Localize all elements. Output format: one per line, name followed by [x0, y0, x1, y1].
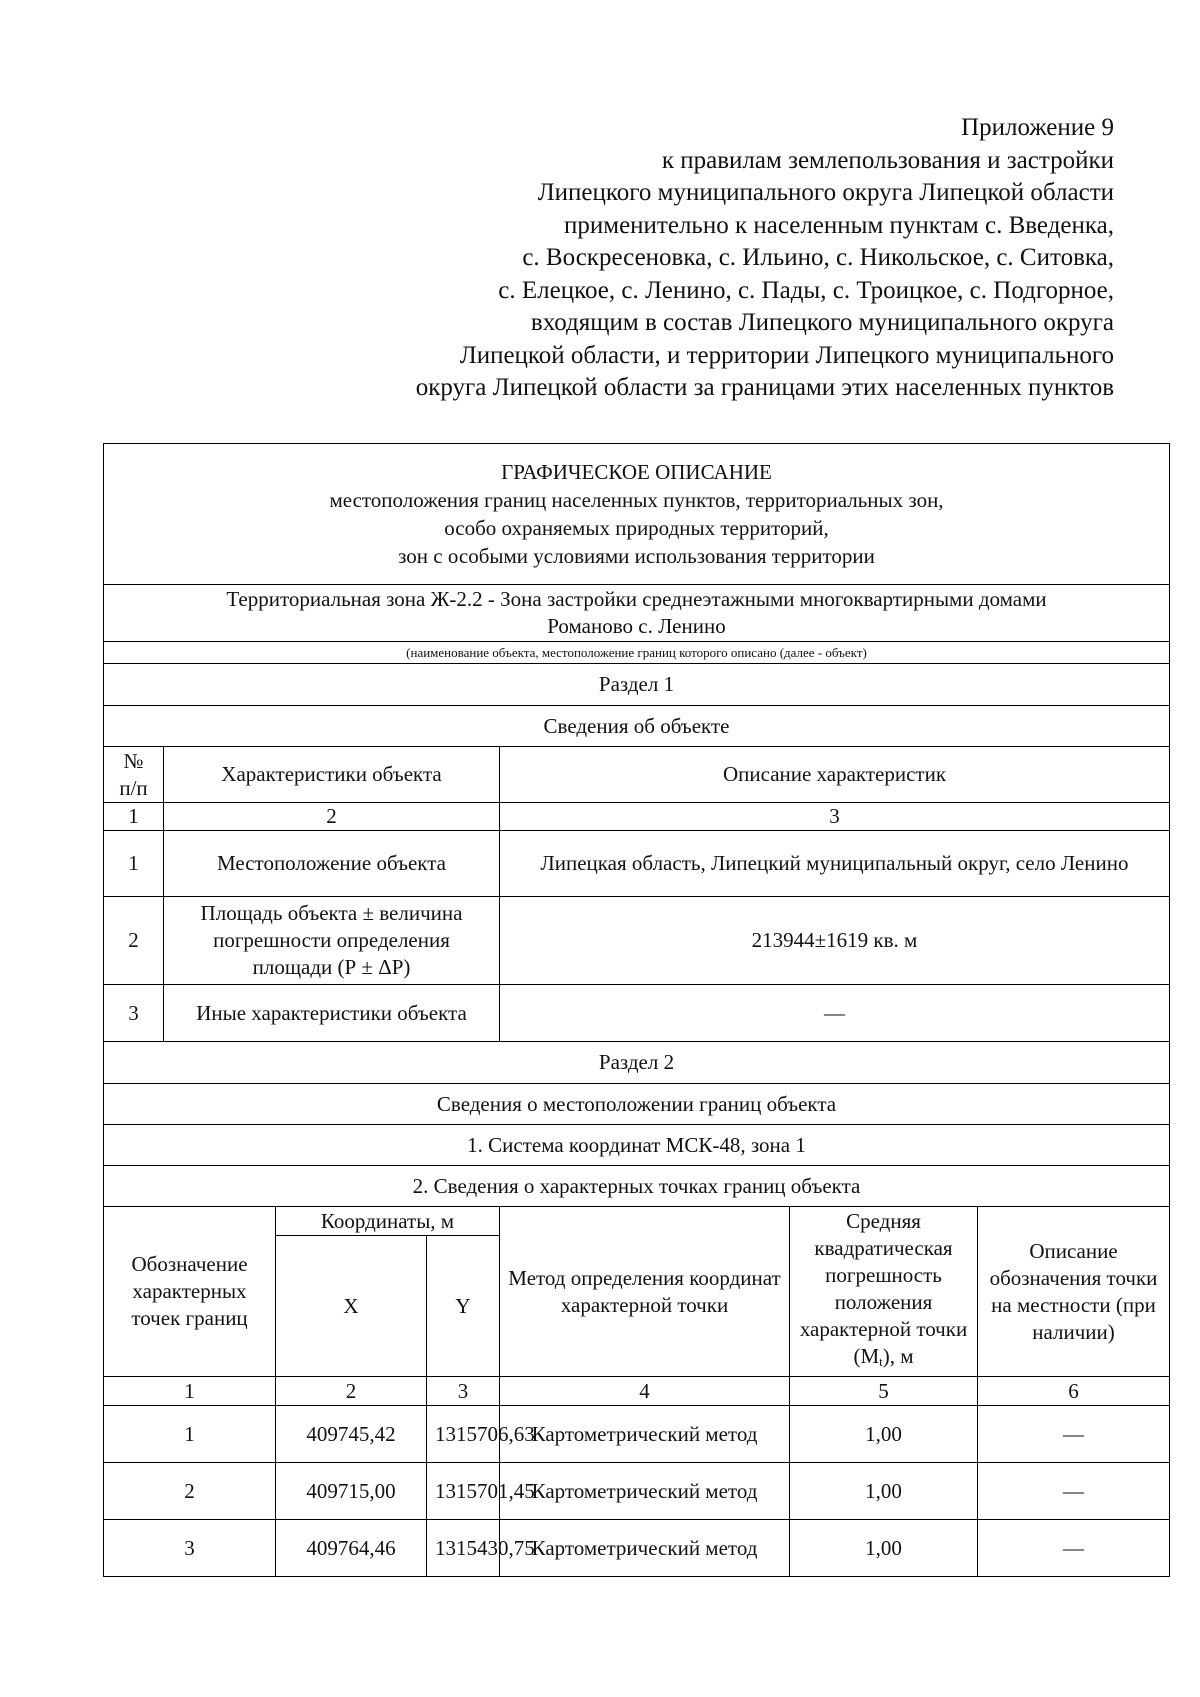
characteristic-row: [104, 897, 1170, 985]
point-y: 1315706,63: [427, 1406, 500, 1463]
y-header: Y: [427, 1236, 500, 1377]
document-title-line: особо охраняемых природных территорий,: [444, 516, 829, 540]
point-method: Картометрический метод: [500, 1463, 790, 1520]
column-number: 2: [276, 1377, 427, 1406]
point-description: —: [978, 1520, 1170, 1577]
header-line: к правилам землепользования и застройки: [661, 146, 1114, 174]
column-number: 2: [164, 803, 500, 831]
row-number: 2: [104, 897, 164, 985]
point-method: Картометрический метод: [500, 1520, 790, 1577]
document-title-line: местоположения границ населенных пунктов, территориальных зон,: [329, 488, 944, 512]
point-description: —: [978, 1463, 1170, 1520]
appendix-header: [214, 112, 1114, 405]
section2-title: Сведения о местоположении границ объекта: [104, 1084, 1170, 1125]
table-row: [104, 1406, 1170, 1463]
header-line: с. Воскресеновка, с. Ильино, с. Никольское, с. Ситовка,: [522, 244, 1114, 271]
error-header-unit: ), м: [882, 1344, 914, 1368]
characteristic-value: Липецкая область, Липецкий муниципальный округ, село Ленино: [500, 831, 1170, 897]
section1-label: Раздел 1: [104, 664, 1170, 706]
method-header: Метод определения координат характерной точки: [500, 1207, 790, 1377]
characteristic-header: Характеристики объекта: [164, 747, 500, 803]
characteristic-value: —: [500, 985, 1170, 1042]
error-header-subscript: t: [879, 1354, 883, 1369]
point-x: 409745,42: [276, 1406, 427, 1463]
object-name-line: Романово с. Ленино: [547, 614, 726, 638]
column-number: 1: [104, 803, 164, 831]
num-header-line: №: [123, 748, 144, 773]
characteristic-row: [104, 985, 1170, 1042]
header-line: округа Липецкой области за границами этих населенных пунктов: [415, 374, 1114, 401]
point-id: 3: [104, 1520, 276, 1577]
header-line: Липецкой области, и территории Липецкого муниципального: [459, 341, 1114, 369]
row-number: 3: [104, 985, 164, 1042]
graphic-description-table: [103, 443, 1170, 1577]
characteristic-name: Местоположение объекта: [164, 831, 500, 897]
characteristic-name: Площадь объекта ± величина погрешности определения площади (Р ± ΔР): [164, 897, 500, 985]
error-header: [790, 1207, 978, 1377]
column-number: 3: [427, 1377, 500, 1406]
column-number: 6: [978, 1377, 1170, 1406]
coordinates-header: Координаты, м: [276, 1207, 500, 1236]
point-y: 1315430,75: [427, 1520, 500, 1577]
header-line: применительно к населенным пунктам с. Введенка,: [564, 211, 1114, 239]
object-caption: (наименование объекта, местоположение границ которого описано (далее - объект): [104, 642, 1170, 664]
point-error: 1,00: [790, 1463, 978, 1520]
characteristic-row: [104, 831, 1170, 897]
header-line: Приложение 9: [961, 114, 1114, 141]
document-title: [104, 444, 1170, 585]
column-number: 1: [104, 1377, 276, 1406]
characteristic-value: 213944±1619 кв. м: [500, 897, 1170, 985]
description-header: Описание характеристик: [500, 747, 1170, 803]
object-name-line: Территориальная зона Ж-2.2 - Зона застройки среднеэтажными многоквартирными домами: [226, 587, 1047, 611]
point-x: 409715,00: [276, 1463, 427, 1520]
error-header-text: Средняя квадратическая погрешность положения характерной точки (M: [799, 1209, 968, 1368]
column-number: 4: [500, 1377, 790, 1406]
characteristic-name: Иные характеристики объекта: [164, 985, 500, 1042]
point-error: 1,00: [790, 1406, 978, 1463]
document-title-line: зон с особыми условиями использования территории: [398, 544, 875, 568]
point-y: 1315701,45: [427, 1463, 500, 1520]
point-id: 1: [104, 1406, 276, 1463]
column-number: 5: [790, 1377, 978, 1406]
points-title: 2. Сведения о характерных точках границ объекта: [104, 1166, 1170, 1207]
document-title-heading: ГРАФИЧЕСКОЕ ОПИСАНИЕ: [501, 460, 772, 484]
point-method: Картометрический метод: [500, 1406, 790, 1463]
header-line: Липецкого муниципального округа Липецкой области: [537, 179, 1114, 206]
num-header-line: п/п: [119, 775, 148, 800]
point-x: 409764,46: [276, 1520, 427, 1577]
header-line: входящим в состав Липецкого муниципального округа: [530, 309, 1114, 336]
header-line: с. Елецкое, с. Ленино, с. Пады, с. Троицкое, с. Подгорное,: [498, 276, 1114, 304]
point-error: 1,00: [790, 1520, 978, 1577]
object-name: [104, 585, 1170, 642]
coordinate-system: 1. Система координат МСК-48, зона 1: [104, 1125, 1170, 1166]
section2-label: Раздел 2: [104, 1042, 1170, 1084]
table-row: [104, 1463, 1170, 1520]
point-id: 2: [104, 1463, 276, 1520]
num-header: [104, 747, 164, 803]
table-row: [104, 1520, 1170, 1577]
x-header: X: [276, 1236, 427, 1377]
section1-title: Сведения об объекте: [104, 706, 1170, 747]
column-number: 3: [500, 803, 1170, 831]
point-description-header: Описание обозначения точки на местности (при наличии): [978, 1207, 1170, 1377]
row-number: 1: [104, 831, 164, 897]
designation-header: Обозначение характерных точек границ: [104, 1207, 276, 1377]
point-description: —: [978, 1406, 1170, 1463]
graphic-description-document: [103, 443, 1169, 1577]
